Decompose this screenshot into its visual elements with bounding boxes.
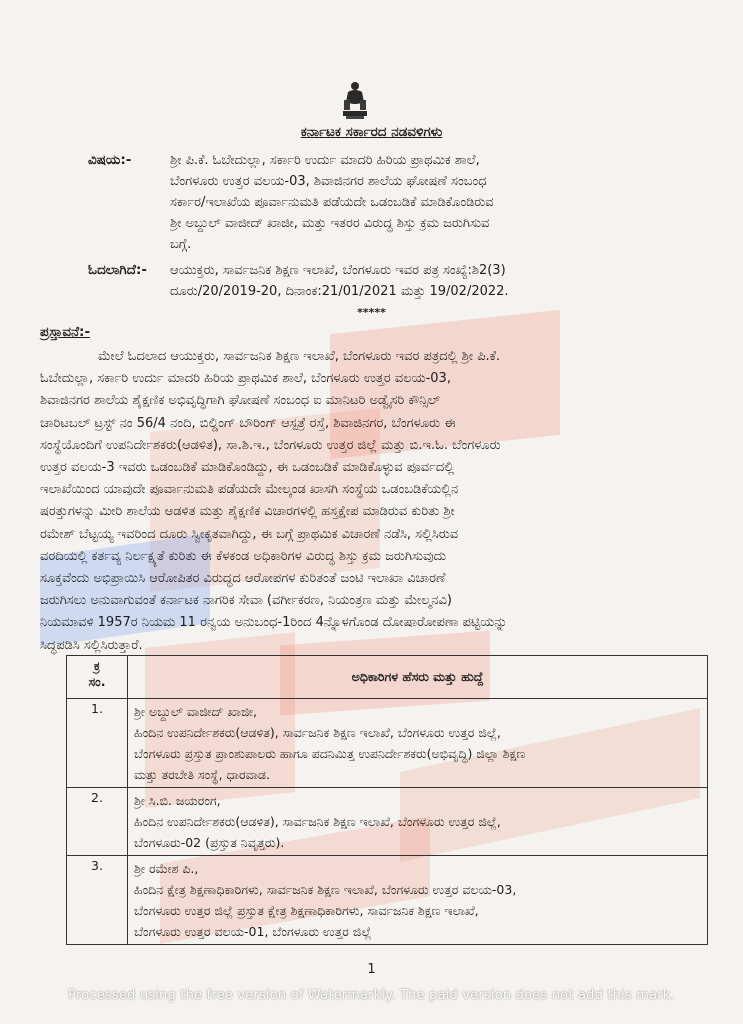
document-heading: ಕರ್ನಾಟಕ ಸರ್ಕಾರದ ನಡವಳಿಗಳು [300, 124, 443, 140]
preamble-line: ನಿಯಮಾವಳಿ 1957ರ ನಿಯಮ 11 ರನ್ವಯ ಅನುಬಂಧ-1ರಿಂದ 4ನ್ನೊಳಗೊಂಡ ದೋಷಾರೋಪಣಾ ಪಟ್ಟಿಯನ್ನು [40, 615, 508, 631]
preamble-line: ಸಿದ್ಧಪಡಿಸಿ ಸಲ್ಲಿಸಿರುತ್ತಾರೆ. [40, 637, 143, 653]
subject-line: ಬೆಂಗಳೂರು ಉತ್ತರ ವಲಯ-03, ಶಿವಾಜಿನಗರ ಶಾಲೆಯ ಘೋಷಣೆ ಸಂಬಂಧ [170, 174, 487, 189]
table-row [67, 788, 708, 856]
read-label: ಓದಲಾಗಿದೆ:- [88, 262, 147, 278]
officer-line: ಶ್ರೀ ಅಬ್ದುಲ್ ವಾಜೀದ್ ಖಾಜೀ, [134, 704, 257, 719]
subject-line: ಬಗ್ಗೆ. [170, 237, 192, 252]
preamble-line: ಜರುಗಿಸಲು ಅನುವಾಗುವಂತೆ ಕರ್ನಾಟಕ ನಾಗರಿಕ ಸೇವಾ (ವರ್ಗೀಕರಣ, ನಿಯಂತ್ರಣ ಮತ್ತು ಮೇಲ್ಮನವಿ) [40, 593, 452, 609]
preamble-line: ಮೇಲೆ ಓದಲಾದ ಆಯುಕ್ತರು, ಸಾರ್ವಜನಿಕ ಶಿಕ್ಷಣ ಇಲಾಖೆ, ಬೆಂಗಳೂರು ಇವರ ಪತ್ರದಲ್ಲಿ ಶ್ರೀ ಪಿ.ಕೆ. [98, 349, 501, 364]
serial-header-line: ಕ್ರ [93, 658, 101, 673]
officer-line: ಬೆಂಗಳೂರು ಪ್ರಸ್ತುತ ಪ್ರಾಂಶುಪಾಲರು ಹಾಗೂ ಪದನಿಮಿತ್ತ ಉಪನಿರ್ದೇಶಕರು(ಅಭಿವೃದ್ಧಿ) ಜಿಲ್ಲಾ ಶಿಕ್ಷಣ [134, 746, 526, 761]
serial-header-line: ಸಂ. [88, 674, 106, 689]
subject-line: ಶ್ರೀ ಅಬ್ದುಲ್ ವಾಜೀದ್ ಖಾಜೀ, ಮತ್ತು ಇತರರ ವಿರುದ್ಧ ಶಿಸ್ತು ಕ್ರಮ ಜರುಗಿಸುವ [170, 216, 490, 231]
table-row [67, 699, 708, 788]
preamble-line: ಸಂಸ್ಥೆಯೊಂದಿಗೆ ಉಪನಿರ್ದೇಶಕರು(ಆಡಳಿತ), ಸಾ.ಶಿ.ಇ., ಬೆಂಗಳೂರು ಉತ್ತರ ಜಿಲ್ಲೆ ಮತ್ತು ಬಿ.ಇ.ಓ. ಬೆಂಗಳೂರು [40, 437, 501, 453]
state-emblem-icon [338, 80, 372, 120]
officer-line: ಹಿಂದಿನ ಉಪನಿರ್ದೇಶಕರು(ಆಡಳಿತ), ಸಾರ್ವಜನಿಕ ಶಿಕ್ಷಣ ಇಲಾಖೆ, ಬೆಂಗಳೂರು ಉತ್ತರ ಜಿಲ್ಲೆ, [134, 725, 501, 740]
officer-line: ಬೆಂಗಳೂರು ಉತ್ತರ ಜಿಲ್ಲೆ ಪ್ರಸ್ತುತ ಕ್ಷೇತ್ರ ಶಿಕ್ಷಣಾಧಿಕಾರಿಗಳು, ಸಾರ್ವಜನಿಕ ಶಿಕ್ಷಣ ಇಲಾಖೆ, [134, 903, 479, 918]
read-line: ಆಯುಕ್ತರು, ಸಾರ್ವಜನಿಕ ಶಿಕ್ಷಣ ಇಲಾಖೆ, ಬೆಂಗಳೂರು ಇವರ ಪತ್ರ ಸಂಖ್ಯೆ:ಶಿ2(3) [170, 263, 506, 278]
preamble-line: ಷರತ್ತುಗಳನ್ನು ಮೀರಿ ಶಾಲೆಯ ಆಡಳಿತ ಮತ್ತು ಶೈಕ್ಷಣಿಕ ವಿಚಾರಗಳಲ್ಲಿ ಹಸ್ತಕ್ಷೇಪ ಮಾಡಿರುವ ಕುರಿತು ಶ್ರೀ [40, 504, 455, 520]
serial-number-header [67, 656, 128, 699]
preamble-line: ಶಿವಾಜಿನಗರ ಶಾಲೆಯ ಶೈಕ್ಷಣಿಕ ಅಭಿವೃದ್ಧಿಗಾಗಿ ಘೋಷಣೆ ಸಂಬಂಧ ಐ ಮಾನಿಟರಿ ಅಡ್ವೈಸರಿ ಕೌನ್ಸಿಲ್ [40, 393, 441, 409]
read-line: ದೂರು/20/2019-20, ದಿನಾಂಕ:21/01/2021 ಮತ್ತು 19/02/2022. [170, 284, 509, 299]
officer-line: ಹಿಂದಿನ ಉಪನಿರ್ದೇಶಕರು(ಆಡಳಿತ), ಸಾರ್ವಜನಿಕ ಶಿಕ್ಷಣ ಇಲಾಖೆ, ಬೆಂಗಳೂರು ಉತ್ತರ ಜಿಲ್ಲೆ, [134, 814, 501, 829]
officer-line: ಬೆಂಗಳೂರು ಉತ್ತರ ವಲಯ-01, ಬೆಂಗಳೂರು ಉತ್ತರ ಜಿಲ್ಲೆ [134, 924, 372, 939]
serial-number-cell: 3. [67, 856, 128, 945]
preamble-label: ಪ್ರಸ್ತಾವನೆ:- [40, 324, 91, 340]
subject-text [170, 150, 715, 255]
preamble-line: ಸೂಕ್ತವೆಂದು ಅಭಿಪ್ರಾಯಿಸಿ ಆರೋಪಿತರ ವಿರುದ್ಧದ ಆರೋಪಗಳ ಕುರಿತಂತೆ ಜಂಟಿ ಇಲಾಖಾ ವಿಚಾರಣೆ [40, 571, 446, 587]
officers-table [66, 655, 708, 945]
officer-cell [128, 856, 708, 945]
preamble-line: ಉತ್ತರ ವಲಯ-3 ಇವರು ಒಡಂಬಡಿಕೆ ಮಾಡಿಕೊಂಡಿದ್ದು, ಈ ಒಡಂಬಡಿಕೆ ಮಾಡಿಕೊಳ್ಳುವ ಪೂರ್ವದಲ್ಲಿ [40, 460, 455, 476]
preamble-paragraph [40, 346, 704, 657]
officer-line: ಶ್ರೀ ಸಿ.ಬಿ. ಜಯರಂಗ, [134, 793, 221, 808]
table-header-row [67, 656, 708, 699]
officer-line: ಶ್ರೀ ರಮೇಶ ಪಿ., [134, 861, 199, 876]
officer-cell [128, 788, 708, 856]
read-text [170, 260, 715, 302]
preamble-line: ಓಬೇದುಲ್ಲಾ, ಸರ್ಕಾರಿ ಉರ್ದು ಮಾದರಿ ಹಿರಿಯ ಪ್ರಾಥಮಿಕ ಶಾಲೆ, ಬೆಂಗಳೂರು ಉತ್ತರ ವಲಯ-03, [40, 371, 451, 387]
table-row [67, 856, 708, 945]
officer-line: ಮತ್ತು ತರಬೇತಿ ಸಂಸ್ಥೆ, ಧಾರವಾಡ. [134, 767, 270, 782]
watermark-text: Processed using the free version of Watermarkly. The paid version does not add this mark. [68, 988, 675, 1003]
subject-line: ಶ್ರೀ ಪಿ.ಕೆ. ಓಬೇದುಲ್ಲಾ, ಸರ್ಕಾರಿ ಉರ್ದು ಮಾದರಿ ಹಿರಿಯ ಪ್ರಾಥಮಿಕ ಶಾಲೆ, [170, 153, 480, 168]
page-number: 1 [367, 962, 376, 977]
officer-line: ಹಿಂದಿನ ಕ್ಷೇತ್ರ ಶಿಕ್ಷಣಾಧಿಕಾರಿಗಳು, ಸಾರ್ವಜನಿಕ ಶಿಕ್ಷಣ ಇಲಾಖೆ, ಬೆಂಗಳೂರು ಉತ್ತರ ವಲಯ-03, [134, 882, 517, 897]
officer-name-header: ಅಧಿಕಾರಿಗಳ ಹೆಸರು ಮತ್ತು ಹುದ್ದೆ [128, 656, 708, 699]
separator-stars: ***** [357, 306, 386, 319]
subject-line: ಸರ್ಕಾರ/ಇಲಾಖೆಯ ಪೂರ್ವಾನುಮತಿ ಪಡೆಯದೇ ಒಡಂಬಡಿಕೆ ಮಾಡಿಕೊಂಡಿರುವ [170, 195, 494, 210]
officer-cell [128, 699, 708, 788]
serial-number-cell: 2. [67, 788, 128, 856]
officer-line: ಬೆಂಗಳೂರು-02 (ಪ್ರಸ್ತುತ ನಿವೃತ್ತರು). [134, 835, 285, 850]
preamble-line: ರಮೇಶ್ ಬೆಟ್ಟಯ್ಯ ಇವರಿಂದ ದೂರು ಸ್ವೀಕೃತವಾಗಿದ್ದು, ಈ ಬಗ್ಗೆ ಪ್ರಾಥಮಿಕ ವಿಚಾರಣೆ ನಡೆಸಿ, ಸಲ್ಲಿಸಿರುವ [40, 526, 459, 542]
preamble-line: ಚಾರಿಟಬಲ್ ಟ್ರಸ್ಟ್ ನಂ 56/4 ನಂದಿ, ಬಿಲ್ಡಿಂಗ್ ಬೌರಿಂಗ್ ಆಸ್ಪತ್ರೆ ರಸ್ತೆ, ಶಿವಾಜಿನಗರ, ಬೆಂಗಳೂರು ಈ [40, 415, 456, 431]
subject-label: ವಿಷಯ:- [88, 152, 132, 168]
preamble-line: ಇಲಾಖೆಯಿಂದ ಯಾವುದೇ ಪೂರ್ವಾನುಮತಿ ಪಡೆಯದೇ ಮೇಲ್ಕಂಡ ಖಾಸಗಿ ಸಂಸ್ಥೆಯ ಒಡಂಬಡಿಕೆಯಲ್ಲಿನ [40, 482, 459, 498]
serial-number-cell: 1. [67, 699, 128, 788]
preamble-line: ವರದಿಯಲ್ಲಿ ಕರ್ತವ್ಯ ನಿರ್ಲಕ್ಷ್ಯತೆ ಕುರಿತು ಈ ಕೆಳಕಂಡ ಅಧಿಕಾರಿಗಳ ವಿರುದ್ಧ ಶಿಸ್ತು ಕ್ರಮ ಜರುಗಿಸುವುದು [40, 548, 447, 564]
